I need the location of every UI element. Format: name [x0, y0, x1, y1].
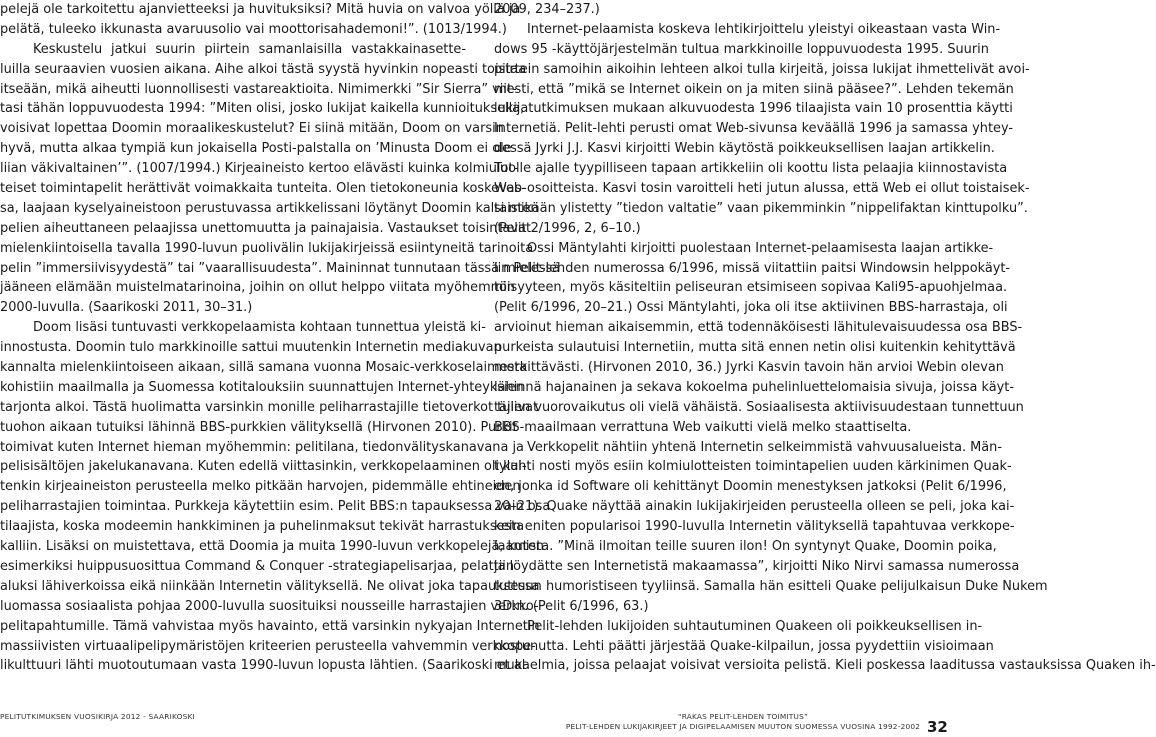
text-line: luomassa sosiaalista pohjaa 2000-luvulla suosituiksi nousseille harrastajien verkko- [0, 598, 539, 614]
page-number: 32 [927, 718, 948, 736]
text-line: innostusta. Doomin tulo markkinoille sattui muutenkin Internetin mediakuvan [0, 340, 502, 356]
footer-left: PELITUTKIMUKSEN VUOSIKIRJA 2012 - SAARIKOSKI [0, 712, 195, 721]
text-line: kalliin. Lisäksi on muistettava, että Doomia ja muita 1990-luvun verkkopelejä, kuten [0, 539, 544, 555]
text-line: tuohon aikaan tutuiksi lähinnä BBS-purkkien välityksellä (Hirvonen 2010). Purkit [0, 419, 518, 435]
text-line: lähinnä hajanainen ja sekava kokoelma puhelinluettelomaisia sivuja, joissa käyt- [494, 379, 1015, 395]
text-line: Verkkopelit nähtiin yhtenä Internetin selkeimmistä vahvuusalueista. Män- [527, 439, 1003, 455]
text-line: 2000-luvulla. (Saarikoski 2011, 30–31.) [0, 300, 253, 316]
text-line: (Pelit 6/1996, 20–21.) Ossi Mäntylahti, joka oli itse aktiivinen BBS-harrastaja, oli [494, 300, 1008, 316]
text-line: töisyyteen, myös käsiteltiin peliseuran etsimiseen sopivaa Kali95-apuohjelmaa. [494, 280, 1008, 296]
text-line: lukijatutkimuksen mukaan alkuvuodesta 1996 tilaajista vain 10 prosenttia käytti [494, 101, 1013, 117]
text-line: jääneen elämään muistelmatarinoina, joihin on ollut helppo viitata myöhemmin [0, 280, 515, 296]
text-line: pelisisältöjen jakelukanavana. Kuten edellä viittasinkin, verkkopelaaminen oli kui- [0, 459, 527, 475]
right-column [494, 0, 1156, 676]
text-line: massiivisten virtuaalipelipymäristöjen kriteerien perusteella vahvemmin verkkope- [0, 638, 536, 654]
text-line: Pelit-lehden lukijoiden suhtautuminen Quakeen oli poikkeuksellisen in- [527, 618, 983, 634]
text-line: likulttuuri lähti muotoutumaan vasta 1990-luvun lopusta lähtien. (Saarikoski et al [0, 658, 526, 674]
text-line: hyvä, mutta alkaa tympiä kun jokaisella Posti-palstalla on ’Minusta Doom ei ole [0, 141, 512, 157]
text-line: Internetiä. Pelit-lehti perusti omat Web-sivunsa keväällä 1996 ja samassa yhtey- [494, 121, 1013, 137]
text-line: toimivat kuten Internet hieman myöhemmin: pelitilana, tiedonvälityskanavana ja [0, 439, 524, 455]
text-line: tarjonta alkoi. Tästä huolimatta varsinkin monille peliharrastajille tietoverkot tulivat [0, 399, 539, 415]
text-line: piirtein samoihin aikoihin lehteen alkoi tulla kirjeitä, joissa lukijat ihmettelivät avoi- [494, 61, 1030, 77]
text-line: pelejä ole tarkoitettu ajanvietteeksi ja huvituksiksi? Mitä huvia on valvoa yöllä ja [0, 2, 521, 17]
text-line: voisivat lopettaa Doomin moraalikeskustelut? Ei siinä mitään, Doom on varsin [0, 121, 504, 137]
text-line: kohistiin maailmalla ja Suomessa kotitalouksiin suunnattujen Internet-yhteyksien [0, 379, 524, 395]
text-line: kannalta mielenkiintoiseen aikaan, sillä samana vuonna Mosaic-verkkoselaimesta [0, 360, 528, 376]
text-line: Internet-pelaamista koskeva lehtikirjoittelu yleistyi oikeastaan vasta Win- [527, 21, 1001, 37]
text-line: pelitapahtumille. Tämä vahvistaa myös havainto, että varsinkin nykyajan Internetin [0, 618, 540, 634]
text-line: itseään, mikä aiheutti luonnollisesti vastareaktioita. Nimimerkki ”Sir Sierra” viit- [0, 81, 517, 97]
text-line: 20–21). Quake näyttää ainakin lukijakirjeiden perusteella olleen se peli, joka kai- [494, 499, 1015, 515]
text-line: pelien aiheuttaneen pelaajissa unettomuutta ja painajaisia. Vastaukset toisintavat [0, 220, 531, 236]
footer-subtitle: PELIT-LEHDEN LUKIJAKIRJEET JA DIGIPELAAMISEN MUUTON SUOMESSA VUOSINA 1992-2002 [565, 722, 921, 731]
text-line: aluksi lähiverkoissa eikä niinkään Internetin välityksellä. Ne olivat joka tapauksessa [0, 578, 540, 594]
text-line: täjien vuorovaikutus oli vielä vähäistä. Sosiaalisesta aktiivisuudestaan tunnettuun [494, 399, 1024, 415]
text-line: pelin ”immersiivisyydestä” tai ”vaarallisuudesta”. Maininnat tunnutaan tässä mielessä [0, 260, 561, 276]
text-line: mesti, että ”mikä se Internet oikein on ja miten siinä pääsee?”. Lehden tekemän [494, 81, 1014, 97]
text-line: tylahti nosti myös esiin kolmiulotteisten toimintapelien uuden kärkinimen Quak- [494, 459, 1012, 475]
text-line: tuttuun humoristiseen tyyliinsä. Samalla hän esitteli Quake pelijulkaisun Duke Nukem [494, 578, 1048, 594]
footer-right [543, 712, 943, 732]
text-line: dessä Jyrki J.J. Kasvi kirjoitti Webin käytöstä poikkeuksellisen laajan artikkelin. [494, 141, 995, 157]
text-line: merkittävästi. (Hirvonen 2010, 36.) Jyrki Kasvin tavoin hän arvioi Webin olevan [494, 360, 1004, 376]
text-line: ja löydätte sen Internetistä makaamassa”, kirjoitti Niko Nirvi samassa numerossa [494, 558, 1020, 574]
text-line: 2009, 234–237.) [494, 2, 600, 17]
text-line: dows 95 -käyttöjärjestelmän tultua markkinoille loppuvuodesta 1995. Suurin [494, 41, 989, 57]
text-line: tilaajista, koska modeemin hankkiminen ja puhelinmaksut tekivät harrastuksesta [0, 519, 525, 535]
text-line: 3D:n. (Pelit 6/1996, 63.) [494, 598, 649, 614]
text-line: (Pelit 2/1996, 2, 6–10.) [494, 220, 641, 236]
text-line: sa, laajaan kyselyaineistoon perustuvassa artikkelissani löytänyt Doomin kaltaisten [0, 200, 539, 216]
text-line: peliharrastajien toimintaa. Purkkeja käytettiin esim. Pelit BBS:n tapauksessa vain osa [0, 499, 551, 515]
text-line: liian väkivaltainen’”. (1007/1994.) Kirjeaineisto kertoo elävästi kuinka kolmiulot- [0, 161, 519, 177]
text-line: laamista. ”Minä ilmoitan teille suuren ilon! On syntynyt Quake, Doomin poika, [494, 539, 997, 555]
text-line: si mikään ylistetty ”tiedon valtatie” vaan pikemminkin ”nippelifaktan kinttupolku”. [494, 200, 1028, 216]
text-line: Doom lisäsi tuntuvasti verkkopelaamista kohtaan tunnettua yleistä ki- [33, 320, 486, 336]
text-line: purkeista sulautuisi Internetiin, mutta sitä ennen netin olisi kuitenkin kehityttävä [494, 340, 1016, 356]
text-line: kein eniten popularisoi 1990-luvulla Internetin välityksellä tapahtuvaa verkkope- [494, 519, 1015, 535]
text-line: mukaelmia, joissa pelaajat voisivat versioita pelistä. Kieli poskessa laaditussa vastauksissa Quaken ih- [494, 658, 1156, 674]
text-line: BBS-maailmaan verrattuna Web vaikutti vielä melko staattiselta. [494, 419, 912, 435]
text-line: luilla seuraavien vuosien aikana. Aihe alkoi tästä syystä hyvinkin nopeasti toistaa [0, 61, 527, 77]
text-line: Web-osoitteista. Kasvi tosin varoitteli heti jutun alussa, että Web ei ollut toistaisek- [494, 181, 1030, 197]
text-line: esimerkiksi huippusuosittua Command & Conquer -strategiapelisarjaa, pelattiin [0, 558, 515, 574]
text-line: pelätä, tuleeko ikkunasta avaruusolio vai moottorisahademoni!”. (1013/1994.) [0, 21, 507, 37]
text-line: arvioinut hieman aikaisemmin, että todennäköisesti lähitulevaisuudessa osa BBS- [494, 320, 1023, 336]
text-line: teiset toimintapelit herättivät voimakkaita tunteita. Olen tietokoneunia koskevas- [0, 181, 526, 197]
footer-title: “RAKAS PELIT-LEHDEN TOIMITUS” [677, 712, 809, 721]
text-line: Tuolle ajalle tyypilliseen tapaan artikkeliin oli koottu lista pelaajia kiinnostavista [494, 161, 1008, 177]
text-line: tenkin kirjeaineiston perusteella melko pitkään harvojen, pidemmälle ehtineiden [0, 479, 521, 495]
text-line: nostunutta. Lehti päätti järjestää Quake-kilpailun, jossa pyydettiin visioimaan [494, 638, 994, 654]
text-line: mielenkiintoisella tavalla 1990-luvun puolivälin lukijakirjeissä esiintyneitä tarinoita [0, 240, 534, 256]
text-line: en, jonka id Software oli kehittänyt Doomin menestyksen jatkoksi (Pelit 6/1996, [494, 479, 1007, 495]
text-line: lin Pelit-lehden numerossa 6/1996, missä viitattiin paitsi Windowsin helppokäyt- [494, 260, 1011, 276]
text-line: Ossi Mäntylahti kirjoitti puolestaan Internet-pelaamisesta laajan artikke- [527, 240, 994, 256]
text-line: Keskustelu jatkui suurin piirtein samanlaisilla vastakkainasette- [33, 41, 466, 57]
text-line: tasi tähän loppuvuodesta 1994: ”Miten olisi, josko lukijat kaikella kunnioituksella, [0, 101, 525, 117]
